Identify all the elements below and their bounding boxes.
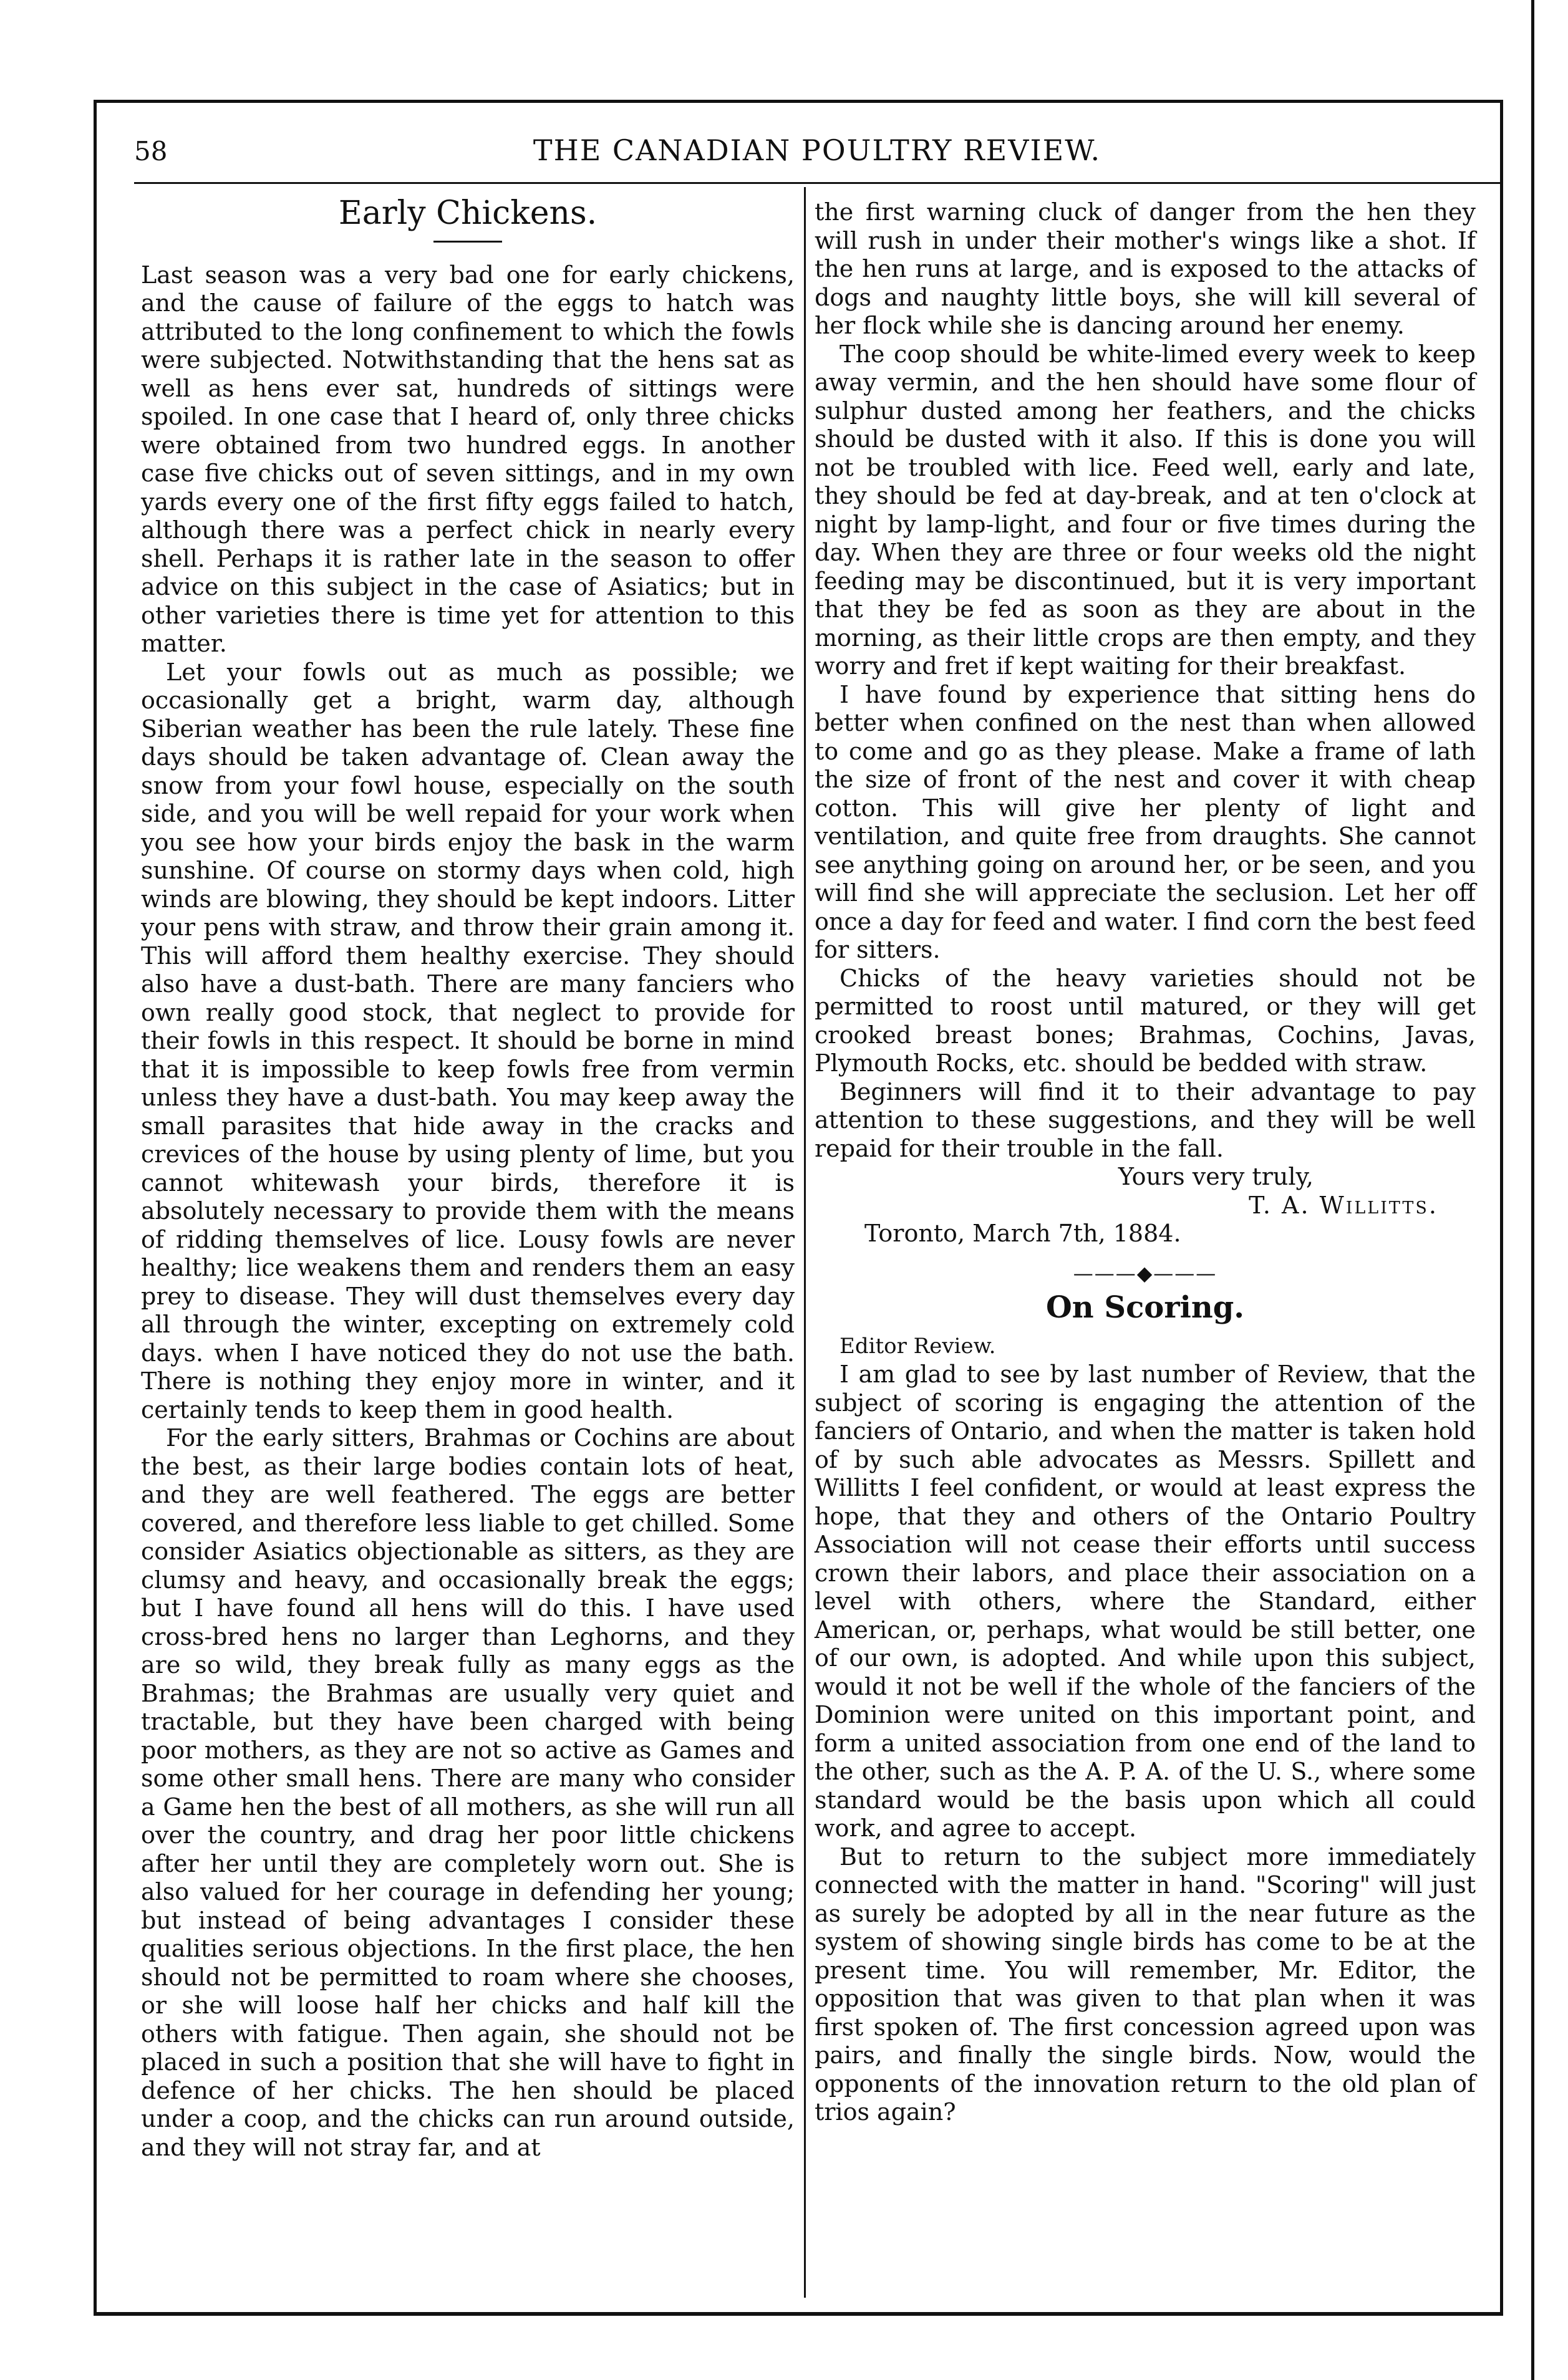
left-column	[141, 195, 795, 2162]
paragraph: Beginners will find it to their advantage to pay attention to these suggestions, and they will be well repaid for their trouble in the fall.	[815, 1077, 1476, 1162]
page-header	[134, 125, 1500, 181]
bottom-border-rule	[94, 2312, 1503, 2316]
page-number: 58	[134, 136, 168, 166]
paragraph: I have found by experience that sitting hens do better when confined on the nest than when allowed to come and go as they please. Make a frame of lath the size of front of the nest and cover it with cheap cotton. This will give her plenty of light and ventilation, and quite free from draughts. She cannot see anything going on around her, or be seen, and you will find she will appreciate the seclusion. Let her off once a day for feed and water. I find corn the best feed for sitters.	[815, 680, 1476, 963]
paragraph: The coop should be white-limed every week to keep away vermin, and the hen should have some flour of sulphur dusted among her feathers, and the chicks should be dusted with it also. If this is done you will not be troubled with lice. Feed well, early and late, they should be fed at day-break, and at ten o'clock at night by lamp-light, and four or five times during the day. When they are three or four weeks old the night feeding may be discontinued, but it is very important that they be fed as soon as they are about in the morning, as their little crops are then empty, and they worry and fret if kept waiting for their breakfast.	[815, 340, 1476, 680]
top-border-rule	[94, 100, 1503, 103]
salutation: Editor Review.	[840, 1333, 996, 1359]
outer-right-edge-rule	[1531, 0, 1534, 2380]
author-signature: T. A. Willitts.	[1249, 1191, 1438, 1219]
closing: Yours very truly,	[1118, 1163, 1314, 1190]
title-rule	[433, 241, 502, 243]
paragraph: Chicks of the heavy varieties should not be permitted to roost until matured, or they will get crooked breast bones; Brahmas, Cochins, Javas, Plymouth Rocks, etc. should be bedded with straw.	[815, 964, 1476, 1077]
article-title: Early Chickens.	[338, 195, 598, 232]
right-column	[815, 198, 1476, 2127]
running-title: THE CANADIAN POULTRY REVIEW.	[533, 133, 1101, 167]
paragraph: For the early sitters, Brahmas or Cochins are about the best, as their large bodies contain lots of heat, and they are well feathered. The eggs are better covered, and therefore less liable to get chilled. Some consider Asiatics objectionable as sitters, as they are clumsy and heavy, and occasionally break the eggs; but I have found all hens will do this. I have used cross-bred hens no larger than Leghorns, and they are so wild, they break fully as many eggs as the Brahmas; the Brahmas are usually very quiet and tractable, but they have been charged with being poor mothers, as they are not so active as Games and some other small hens. There are many who consider a Game hen the best of all mothers, as she will run all over the country, and drag her poor little chickens after her until they are completely worn out. She is also valued for her courage in defending her young; but instead of being advantages I consider these qualities serious objections. In the first place, the hen should not be permitted to roam where she chooses, or she will loose half her chicks and half kill the others with fatigue. Then again, she should not be placed in such a position that she will have to fight in defence of her chicks. The hen should be placed under a coop, and the chicks can run around outside, and they will not stray far, and at	[141, 1424, 795, 2161]
paragraph: But to return to the subject more immediately connected with the matter in hand. "Scoring" will just as surely be adopted by all in the near future as the system of showing single birds has come to be at the present time. You will remember, Mr. Editor, the opposition that was given to that plan when it was first spoken of. The first concession agreed upon was pairs, and finally the single birds. Now, would the opponents of the innovation return to the old plan of trios again?	[815, 1843, 1476, 2126]
right-border-rule	[1500, 100, 1503, 2316]
section-ornament: ———◆———	[1073, 1261, 1217, 1285]
dateline: Toronto, March 7th, 1884.	[864, 1220, 1181, 1247]
column-divider	[804, 187, 806, 2298]
header-rule	[134, 182, 1500, 184]
paragraph: I am glad to see by last number of Review, that the subject of scoring is engaging the attention of the fanciers of Ontario, and when the matter is taken hold of by such able advocates as Messrs. Spillett and Willitts I feel confident, or would at least express the hope, that they and others of the Ontario Poultry Association will not cease their efforts until success crown their labors, and place their association on a level with others, where the Standard, either American, or, perhaps, what would be still better, one of our own, is adopted. And while upon this subject, would it not be well if the whole of the fanciers of the Dominion were united on this important point, and form a united association from one end of the land to the other, such as the A. P. A. of the U. S., where some standard would be the basis upon which all could work, and agree to accept.	[815, 1361, 1476, 1842]
paragraph: Last season was a very bad one for early chickens, and the cause of failure of the eggs to hatch was attributed to the long confinement to which the fowls were subjected. Notwithstanding that the hens sat as well as hens ever sat, hundreds of sittings were spoiled. In one case that I heard of, only three chicks were obtained from two hundred eggs. In another case five chicks out of seven sittings, and in my own yards every one of the first fifty eggs failed to hatch, although there was a perfect chick in nearly every shell. Perhaps it is rather late in the season to offer advice on this subject in the case of Asiatics; but in other varieties there is time yet for attention to this matter.	[141, 261, 795, 657]
article-title: On Scoring.	[1045, 1290, 1245, 1325]
paragraph: Let your fowls out as much as possible; we occasionally get a bright, warm day, although Siberian weather has been the rule lately. These fine days should be taken advantage of. Clean away the snow from your fowl house, especially on the south side, and you will be well repaid for your work when you see how your birds enjoy the bask in the warm sunshine. Of course on stormy days when cold, high winds are blowing, they should be kept indoors. Litter your pens with straw, and throw their grain among it. This will afford them healthy exercise. They should also have a dust-bath. There are many fanciers who own really good stock, that neglect to provide for their fowls in this respect. It should be borne in mind that it is impossible to keep fowls free from vermin unless they have a dust-bath. You may keep away the small parasites that hide away in the cracks and crevices of the house by using plenty of lime, but you cannot whitewash your birds, therefore it is absolutely necessary to provide them with the means of ridding themselves of lice. Lousy fowls are never healthy; lice weakens them and renders them an easy prey to disease. They will dust themselves every day all through the winter, excepting on extremely cold days. when I have noticed they do not use the bath. There is nothing they enjoy more in winter, and it certainly tends to keep them in good health.	[141, 658, 795, 1424]
paragraph: the first warning cluck of danger from the hen they will rush in under their mother's wings like a shot. If the hen runs at large, and is exposed to the attacks of dogs and naughty little boys, she will kill several of her flock while she is dancing around her enemy.	[815, 198, 1476, 339]
left-border-rule	[94, 100, 97, 2316]
